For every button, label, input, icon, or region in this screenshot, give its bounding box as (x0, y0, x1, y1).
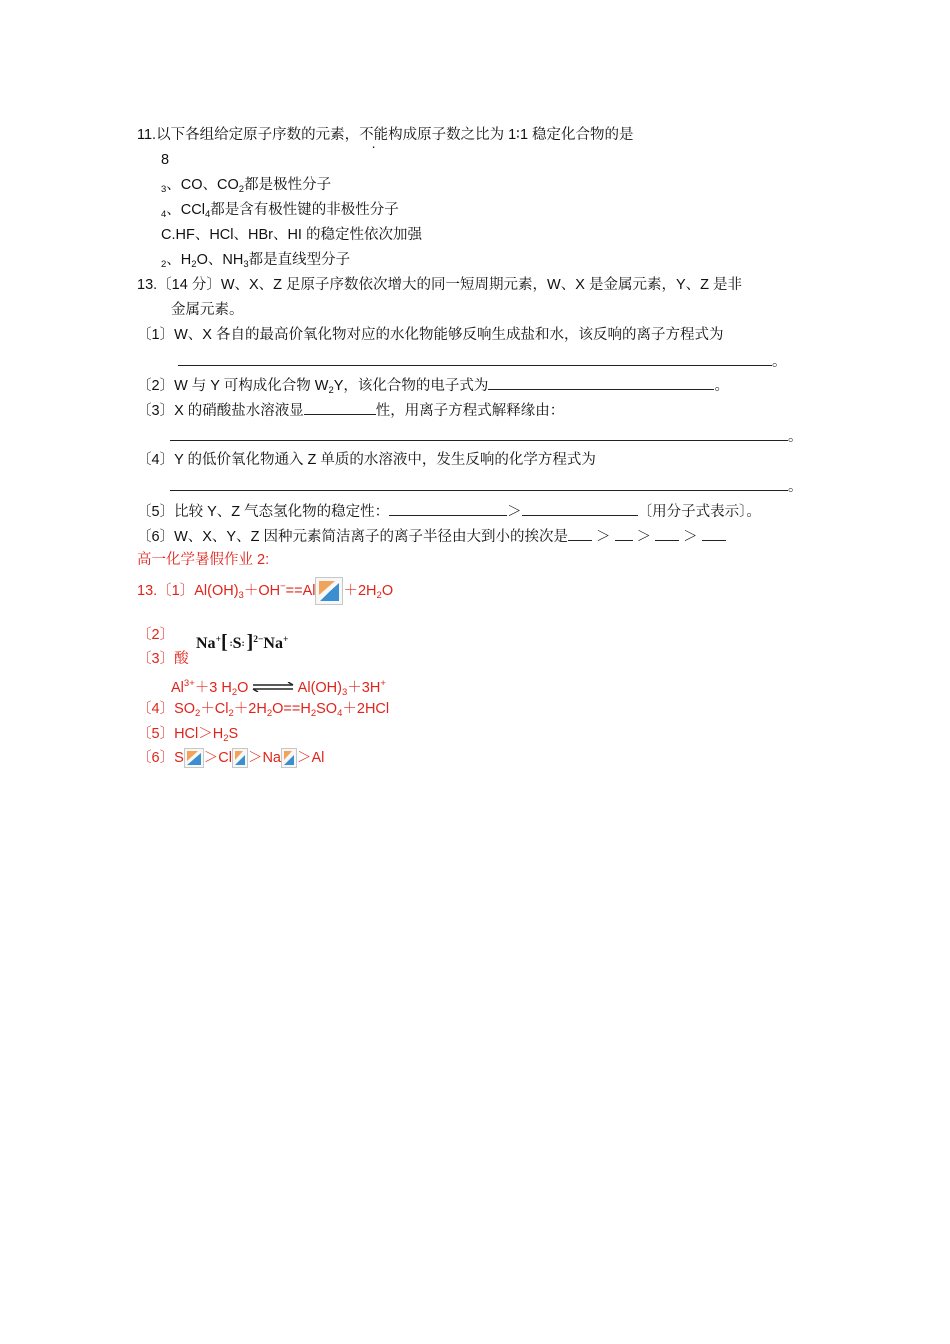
q13-part4-blank: 。 (170, 475, 803, 497)
q13-part1: 〔1〕W、X 各自的最高价氧化物对应的水化物能够反响生成盐和水，该反响的离子方程式为 (137, 327, 724, 343)
answer-5: 〔5〕$HCl>H_2S$ (137, 726, 239, 744)
answer-blank[interactable] (702, 525, 726, 541)
q11-item-8: 8 (161, 152, 170, 168)
q13-part4: 〔4〕Y 的低价氧化物通入 Z 单质的水溶液中，发生反响的化学方程式为 (137, 452, 596, 468)
answer-blank[interactable] (178, 350, 772, 366)
q13-part2: 〔2〕W 与 Y 可构成化合物 $W_2Y$，该化合物的电子式为 。 (137, 374, 729, 401)
q13-stem-line1: 13.〔14 分〕W、X、Z 足原子序数依次增大的同一短周期元素，W、X 是金属元素，Y、Z 是非 (137, 277, 742, 293)
answer-1: 13.〔1〕$Al(OH)_3+OH^-==Al$ $+2H_2O$ (137, 577, 393, 606)
reversible-arrow-icon (252, 678, 294, 698)
electron-formula: Na+[ :S: ]$^{2-}$Na+ (196, 631, 289, 653)
q11-option-d: $_2$、$H_2O$、$NH_3$都是直线型分子 (161, 252, 351, 270)
q13-part3: 〔3〕X 的硝酸盐水溶液显 性，用离子方程式解释缘由： (137, 399, 564, 421)
answer-blank[interactable] (170, 475, 788, 491)
answer-blank[interactable] (488, 374, 714, 390)
broken-image-icon (232, 748, 248, 768)
answer-2-label: 〔2〕 (137, 627, 175, 643)
answer-blank[interactable] (304, 399, 376, 415)
answer-4: 〔4〕$SO_2+Cl_2+2H_2O==H_2SO_4+2HCl$ (137, 701, 390, 719)
answer-6: 〔6〕S ＞Cl ＞Na ＞Al (137, 748, 324, 768)
answer-3-label: 〔3〕酸 (137, 651, 189, 667)
answer-blank[interactable] (655, 525, 679, 541)
q11-option-b: $_4$、CCl$_4$都是含有极性键的非极性分子 (161, 202, 399, 220)
q13-part3-blank: 。 (170, 425, 803, 447)
broken-image-icon (281, 748, 297, 768)
answer-blank[interactable] (389, 500, 507, 516)
q11-stem: 11.以下各组给定原子序数的元素，不能构成原子数之比为 1∶1 稳定化合物的是 (137, 127, 634, 143)
answer-3-equation: $Al^{3+}+3$ $H_2O$ $Al(OH)_3+3H^+$ (171, 678, 386, 698)
answer-blank[interactable] (522, 500, 638, 516)
q11-option-c: C.HF、HCl、HBr、HI 的稳定性依次加强 (161, 227, 422, 243)
q13-part1-blank: 。 (178, 350, 787, 372)
q11-option-a: $_3$、CO、$CO_2$都是极性分子 (161, 177, 332, 195)
answer-blank[interactable] (568, 525, 592, 541)
q13-part5: 〔5〕比较 Y、Z 气态氢化物的稳定性： ＞ 〔用分子式表示〕。 (137, 500, 761, 522)
broken-image-icon (315, 577, 343, 605)
emphasis-not: 不能 (359, 127, 389, 143)
broken-image-icon (184, 748, 204, 768)
answer-blank[interactable] (170, 425, 788, 441)
answer-blank[interactable] (615, 525, 633, 541)
q13-part6: 〔6〕W、X、Y、Z 因种元素简洁离子的离子半径由大到小的挨次是 ＞ ＞ ＞ (137, 525, 726, 547)
q13-stem-line2: 金属元素。 (171, 302, 244, 318)
answers-title: 高一化学暑假作业 2: (137, 552, 270, 568)
